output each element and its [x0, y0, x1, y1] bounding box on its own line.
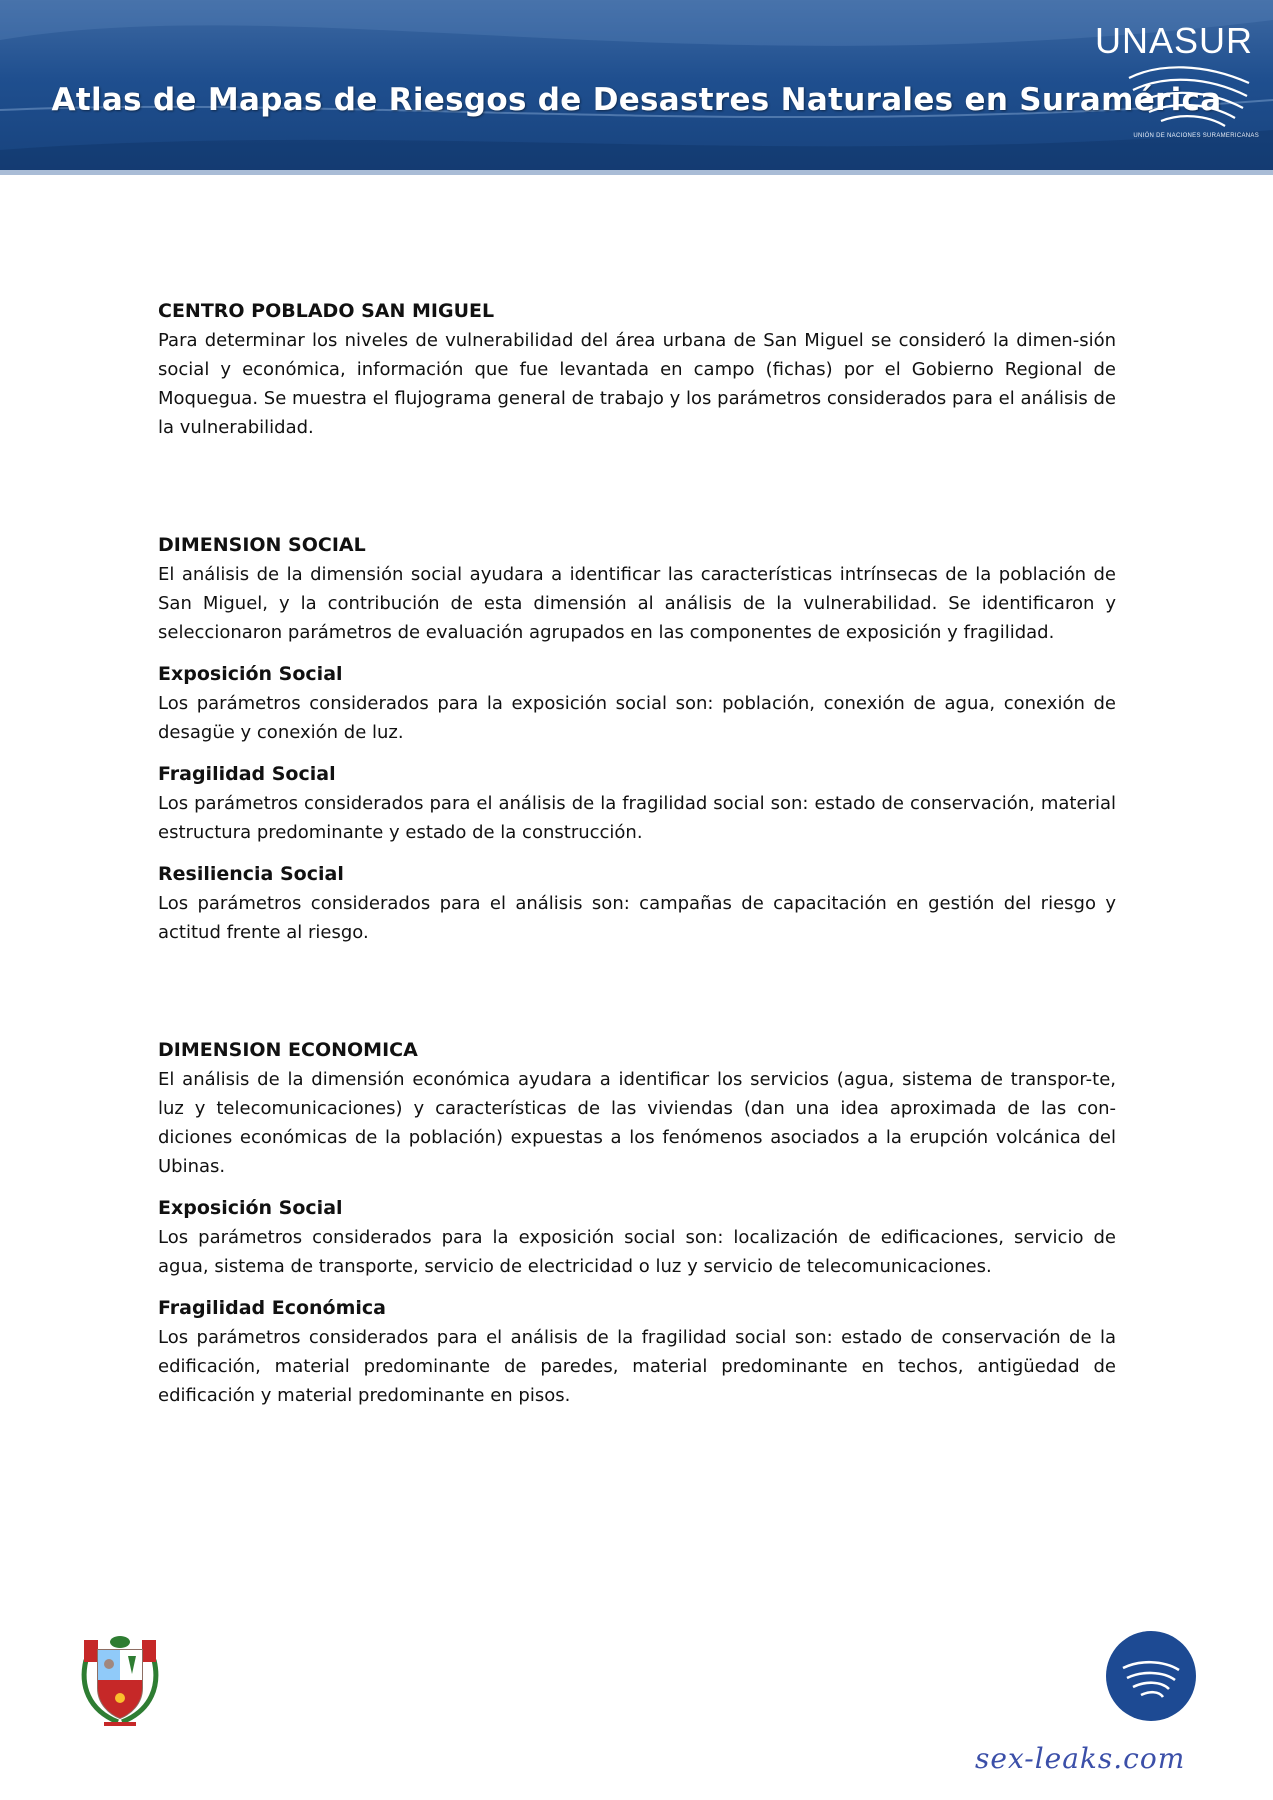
unasur-emblem-icon	[1105, 1630, 1197, 1722]
subsection-title: Resiliencia Social	[158, 863, 344, 885]
spacer	[158, 947, 1116, 1035]
subsection-paragraph: Los parámetros considerados para la exposición social son: población, conexión de agua, conexión de desagüe y conexión de luz.	[158, 693, 1116, 743]
section-title: DIMENSION SOCIAL	[158, 534, 366, 556]
section-paragraph: El análisis de la dimensión social ayudara a identificar las características intrínsecas de la población de San Miguel, y la contribución de esta dimensión al análisis de la vulnerabilidad. Se identificaron y seleccionaron parámetros de evaluación agrupados en las componentes de exposición y fragilidad.	[158, 564, 1116, 643]
subsection-title: Exposición Social	[158, 663, 343, 685]
subsection-paragraph: Los parámetros considerados para el análisis de la fragilidad social son: estado de conservación de la edificación, material predominante de paredes, material predominante en techos, antigüedad de edificación y material predominante en pisos.	[158, 1327, 1116, 1406]
header-banner	[0, 0, 1273, 175]
subsection-paragraph: Los parámetros considerados para el análisis son: campañas de capacitación en gestión del riesgo y actitud frente al riesgo.	[158, 893, 1116, 943]
document-body	[158, 296, 1116, 1410]
unasur-wordmark: UNASUR	[1094, 20, 1253, 61]
unasur-subtitle: UNIÓN DE NACIONES SURAMERICANAS	[1133, 133, 1259, 139]
section-title: DIMENSION ECONOMICA	[158, 1039, 418, 1061]
subsection-paragraph: Los parámetros considerados para el análisis de la fragilidad social son: estado de conservación, material estructura predominante y estado de la construcción.	[158, 793, 1116, 843]
section-centro-poblado	[158, 296, 1116, 442]
section-title: CENTRO POBLADO SAN MIGUEL	[158, 300, 495, 322]
spacer	[158, 442, 1116, 530]
subsection-paragraph: Los parámetros considerados para la exposición social son: localización de edificaciones, servicio de agua, sistema de transporte, servicio de electricidad o luz y servicio de telecomunicaciones.	[158, 1227, 1116, 1277]
subsection-title: Fragilidad Social	[158, 763, 336, 785]
subsection-title: Exposición Social	[158, 1197, 343, 1219]
watermark-text: sex-leaks.com	[975, 1742, 1186, 1775]
section-dimension-social	[158, 530, 1116, 947]
section-paragraph: Para determinar los niveles de vulnerabilidad del área urbana de San Miguel se consideró la dimen-sión social y económica, información que fue levantada en campo (fichas) por el Gobierno Regional de Moquegua. Se muestra el flujograma general de trabajo y los parámetros considerados para el análisis de la vulnerabilidad.	[158, 330, 1116, 438]
section-paragraph: El análisis de la dimensión económica ayudara a identificar los servicios (agua, sistema de transpor-te, luz y telecomunicaciones) y características de las viviendas (dan una idea aproximada de las con-diciones económicas de la población) expuestas a los fenómenos asociados a la erupción volcánica del Ubinas.	[158, 1069, 1116, 1177]
peru-coat-of-arms-icon	[78, 1630, 162, 1730]
document-title: Atlas de Mapas de Riesgos de Desastres Naturales en Suramérica	[51, 82, 1222, 118]
subsection-title: Fragilidad Económica	[158, 1297, 386, 1319]
banner-bottom-rule	[0, 170, 1273, 175]
section-dimension-economica	[158, 1035, 1116, 1410]
